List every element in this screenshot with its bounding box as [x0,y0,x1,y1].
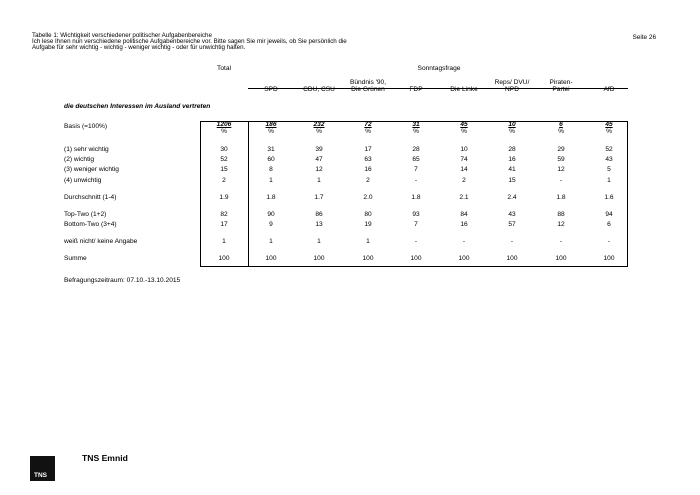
table-cell: 15 [220,166,228,173]
base-cell [587,122,631,136]
table-cell: 65 [412,156,420,163]
table-cell: 2.4 [507,194,517,201]
table-cell: 100 [313,255,325,262]
table-cell: 100 [458,255,470,262]
table-cell: 16 [364,166,372,173]
percent-sign: % [365,127,371,135]
table-cell: 16 [508,156,516,163]
table-cell: 17 [220,221,228,228]
table-cell: 100 [555,255,567,262]
table-cell: 5 [607,166,611,173]
percent-sign: % [268,127,274,135]
table-cell: 52 [605,146,613,153]
percent-sign: % [221,127,227,135]
percent-sign: % [558,127,564,135]
base-count: 232 [313,121,325,128]
column-header-line1: Bündnis '90, [349,79,387,86]
table-cell: 94 [605,211,613,218]
table-cell: 1.7 [314,194,324,201]
row-label: (4) unwichtig [64,177,102,184]
row-label: Durchschnitt (1-4) [64,194,117,201]
table-cell: 43 [605,156,613,163]
percent-sign: % [461,127,467,135]
base-cell [346,122,390,136]
row-label: Summe [64,255,87,262]
table-cell: - [559,177,563,184]
table-cell: - [607,238,611,245]
base-count: 72 [364,121,372,128]
percent-sign: % [606,127,612,135]
table-cell: 12 [315,166,323,173]
base-cell [394,122,438,136]
table-cell: 84 [460,211,468,218]
table-cell: 2 [366,177,370,184]
table-cell: 47 [315,156,323,163]
table-cell: - [510,238,514,245]
table-cell: 8 [269,166,273,173]
table-cell: 80 [364,211,372,218]
percent-sign: % [413,127,419,135]
base-count: 6 [559,121,563,128]
table-cell: 1.8 [266,194,276,201]
table-cell: 93 [412,211,420,218]
table-cell: 1 [317,177,321,184]
column-header-line2: SPD [264,85,278,93]
base-cell [249,122,293,136]
table-cell: 14 [460,166,468,173]
row-label: (1) sehr wichtig [64,146,109,153]
company-name: TNS Emnid [82,453,128,463]
table-cell: 74 [460,156,468,163]
row-label: (3) weniger wichtig [64,166,119,173]
survey-period: Befragungszeitraum: 07.10.-13.10.2015 [64,277,181,284]
table-cell: 2.0 [363,194,373,201]
table-cell: 12 [557,221,565,228]
table-cell: 2 [222,177,226,184]
table-cell: 29 [557,146,565,153]
column-header-line2: NPD [505,85,519,93]
base-count: 31 [412,121,420,128]
row-label: Bottom-Two (3+4) [64,221,117,228]
table-cell: 19 [364,221,372,228]
base-label: Basis (=100%) [64,123,108,130]
row-label: weiß nicht/ keine Angabe [64,238,138,245]
table-cell: 57 [508,221,516,228]
table-cell: 52 [220,156,228,163]
table-cell: 1.6 [604,194,614,201]
table-cell: - [462,238,466,245]
table-cell: 30 [220,146,228,153]
table-cell: 16 [460,221,468,228]
column-header-line1: Reps/ DVU/ [494,79,530,86]
column-header-line2: CDU, CSU [303,85,335,93]
table-cell: 12 [557,166,565,173]
table-cell: 10 [460,146,468,153]
table-cell: 1 [222,238,226,245]
table-cell: 2 [462,177,466,184]
column-header-line2: Die Linke [450,85,478,93]
table-cell: 1.8 [556,194,566,201]
table-cell: 100 [218,255,230,262]
question-line-1: Ich lese Ihnen nun verschiedene politische Aufgabenbereiche vor. Bitte sagen Sie mir jeweils, ob Sie persönlich die [32,38,347,45]
percent-sign: % [316,127,322,135]
tns-logo-text: TNS [34,472,47,479]
base-count: 186 [265,121,277,128]
base-count: 10 [508,121,516,128]
section-title: die deutschen Interessen im Ausland vertreten [64,103,211,110]
table-cell: 100 [603,255,615,262]
table-cell: - [559,238,563,245]
row-label: Top-Two (1+2) [64,211,107,218]
table-cell: 60 [267,156,275,163]
table-cell: 1 [607,177,611,184]
row-label: (2) wichtig [64,156,95,163]
total-header: Total [217,65,231,72]
base-count: 45 [460,121,468,128]
column-header-line2: Die Grünen [351,85,385,93]
table-cell: 7 [414,221,418,228]
table-cell: 7 [414,166,418,173]
base-cell [442,122,486,136]
table-title: Tabelle 1: Wichtigkeit verschiedener politischer Aufgabenbereiche [32,32,212,39]
table-cell: 100 [410,255,422,262]
table-cell: 17 [364,146,372,153]
table-cell: 90 [267,211,275,218]
table-cell: 39 [315,146,323,153]
percent-sign: % [509,127,515,135]
table-cell: 82 [220,211,228,218]
table-cell: 100 [265,255,277,262]
column-header-line2: AfD [603,85,615,93]
table-cell: 13 [315,221,323,228]
question-line-2: Aufgabe für sehr wichtig - wichtig - weniger wichtig - oder für unwichtig halten. [32,44,246,51]
base-cell [297,122,341,136]
base-count: 45 [605,121,613,128]
table-cell: 28 [508,146,516,153]
table-cell: 1 [269,177,273,184]
table-cell: 2.1 [459,194,469,201]
base-cell [539,122,583,136]
table-cell: 28 [412,146,420,153]
table-cell: 1.8 [411,194,421,201]
table-cell: 1 [269,238,273,245]
table-cell: 88 [557,211,565,218]
table-cell: - [414,177,418,184]
column-header-line2: FDP [409,85,423,93]
table-cell: 63 [364,156,372,163]
table-cell: 86 [315,211,323,218]
table-cell: 31 [267,146,275,153]
table-cell: 43 [508,211,516,218]
table-cell: 1.9 [219,194,229,201]
column-header-line1: Piraten- [549,79,573,86]
table-cell: 59 [557,156,565,163]
column-header-line2: Partei [552,85,570,93]
page-number: Seite 26 [632,34,656,41]
table-cell: 100 [506,255,518,262]
sonntagsfrage-header: Sonntagsfrage [417,65,461,72]
base-cell [202,122,246,136]
table-cell: - [414,238,418,245]
table-cell: 15 [508,177,516,184]
table-cell: 1 [366,238,370,245]
table-cell: 100 [362,255,374,262]
base-cell [490,122,534,136]
base-count: 1206 [216,121,232,128]
table-cell: 1 [317,238,321,245]
table-cell: 9 [269,221,273,228]
table-cell: 6 [607,221,611,228]
table-cell: 41 [508,166,516,173]
